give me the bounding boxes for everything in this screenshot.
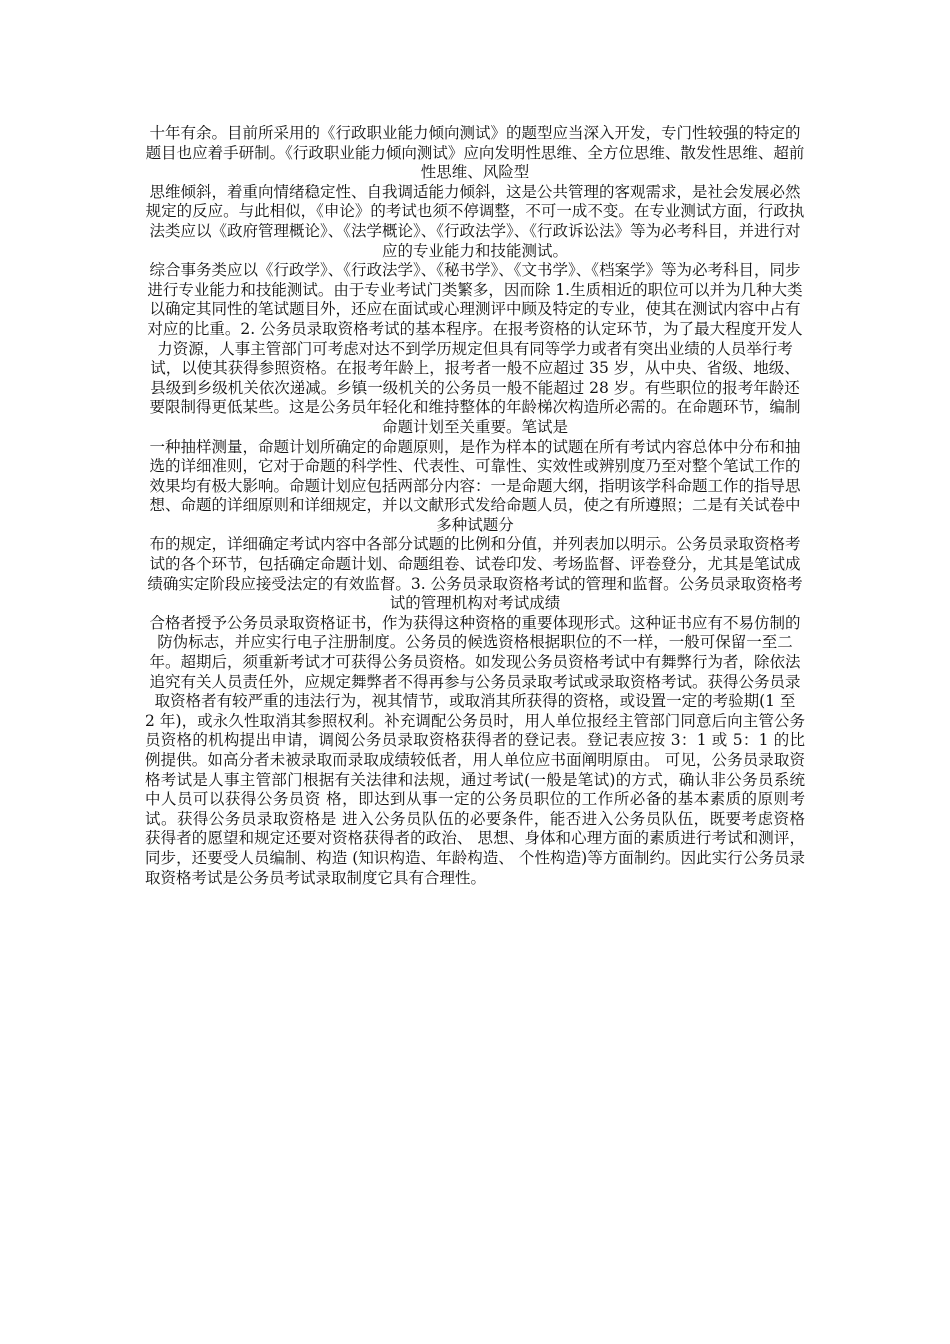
paragraph: 思维倾斜，着重向情绪稳定性、自我调适能力倾斜，这是公共管理的客观需求，是社会发展必然规定的反应。与此相似，《申论》的考试也须不停调整，不可一成不变。在专业测试方面，行政执法类应以《政府管理概论》、《法学概论》、《行政法学》、《行政诉讼法》等为必考科目，并进行对应的专业能力和技能测试。 (145, 182, 805, 260)
paragraph: 一种抽样测量，命题计划所确定的命题原则，是作为样本的试题在所有考试内容总体中分布和抽选的详细准则，它对于命题的科学性、代表性、可靠性、实效性或辨别度乃至对整个笔试工作的效果均有极大影响。命题计划应包括两部分内容：一是命题大纲，指明该学科命题工作的指导思想、命题的详细原则和详细规定，并以文献形式发给命题人员，使之有所遵照；二是有关试卷中多种试题分 (149, 437, 801, 534)
paragraph: 2 年)，或永久性取消其参照权利。补充调配公务员时，用人单位报经主管部门同意后向主管公务员资格的机构提出申请，调阅公务员录取资格获得者的登记表。登记表应按 3：1 或 5：1 的比例提供。如高分者未被录取而录取成绩较低者，用人单位应书面阐明原由。 可见，公务员录取资格考试是人事主管部门根据有关法律和法规，通过考试(一般是笔试)的方式，确认非公务员系统中人员可以获得公务员资 格，即达到从事一定的公务员职位的工作所必备的基本素质的原则考试。获得公务员录取资格是 进入公务员队伍的必要条件，能否进入公务员队伍，既要考虑资格 获得者的愿望和规定还要对资格获得者的政治、 思想、身体和心理方面的素质进行考试和测评，同步，还要受人员编制、构造 (知识构造、年龄构造、 个性构造)等方面制约。因此实行公务员录取资格考试是公务员考试录取制度它具有合理性。 (145, 711, 805, 887)
paragraph: 十年有余。目前所采用的《行政职业能力倾向测试》的题型应当深入开发，专门性较强的特定的题目也应着手研制。《行政职业能力倾向测试》应向发明性思维、全方位思维、散发性思维、超前性思维、风险型 (145, 124, 805, 182)
paragraph: 综合事务类应以《行政学》、《行政法学》、《秘书学》、《文书学》、《档案学》等为必考科目，同步进行专业能力和技能测试。由于专业考试门类繁多，因而除 1.生质相近的职位可以并为几种大类以确定其同性的笔试题目外，还应在面试或心理测评中顾及特定的专业，使其在测试内容中占有对应的比重。2. 公务员录取资格考试的基本程序。在报考资格的认定环节，为了最大程度开发人力资源，人事主管部门可考虑对达不到学历规定但具有同等学力或者有突出业绩的人员举行考试，以使其获得参照资格。在报考年龄上，报考者一般不应超过 35 岁，从中央、省级、地级、县级到乡级机关依次递减。乡镇一级机关的公务员一般不能超过 28 岁。有些职位的报考年龄还要限制得更低某些。这是公务员年轻化和维持整体的年龄梯次构造所必需的。在命题环节，编制命题计划至关重要。笔试是 (147, 261, 803, 436)
paragraph: 布的规定，详细确定考试内容中各部分试题的比例和分值，并列表加以明示。公务员录取资格考试的各个环节，包括确定命题计划、命题组卷、试卷印发、考场监督、评卷登分，尤其是笔试成绩确实定阶段应接受法定的有效监督。3. 公务员录取资格考试的管理和监督。公务员录取资格考试的管理机构对考试成绩 (147, 535, 803, 613)
paragraph: 合格者授予公务员录取资格证书，作为获得这种资格的重要体现形式。这种证书应有不易仿制的防伪标志，并应实行电子注册制度。公务员的候选资格根据职位的不一样，一般可保留一至二年。超期后，须重新考试才可获得公务员资格。如发现公务员资格考试中有舞弊行为者，除依法追究有关人员责任外，应规定舞弊者不得再参与公务员录取考试或录取资格考试。获得公务员录取资格者有较严重的违法行为，视其情节，或取消其所获得的资格，或设置一定的考验期(1 至 (149, 613, 801, 711)
document-page (145, 124, 805, 888)
